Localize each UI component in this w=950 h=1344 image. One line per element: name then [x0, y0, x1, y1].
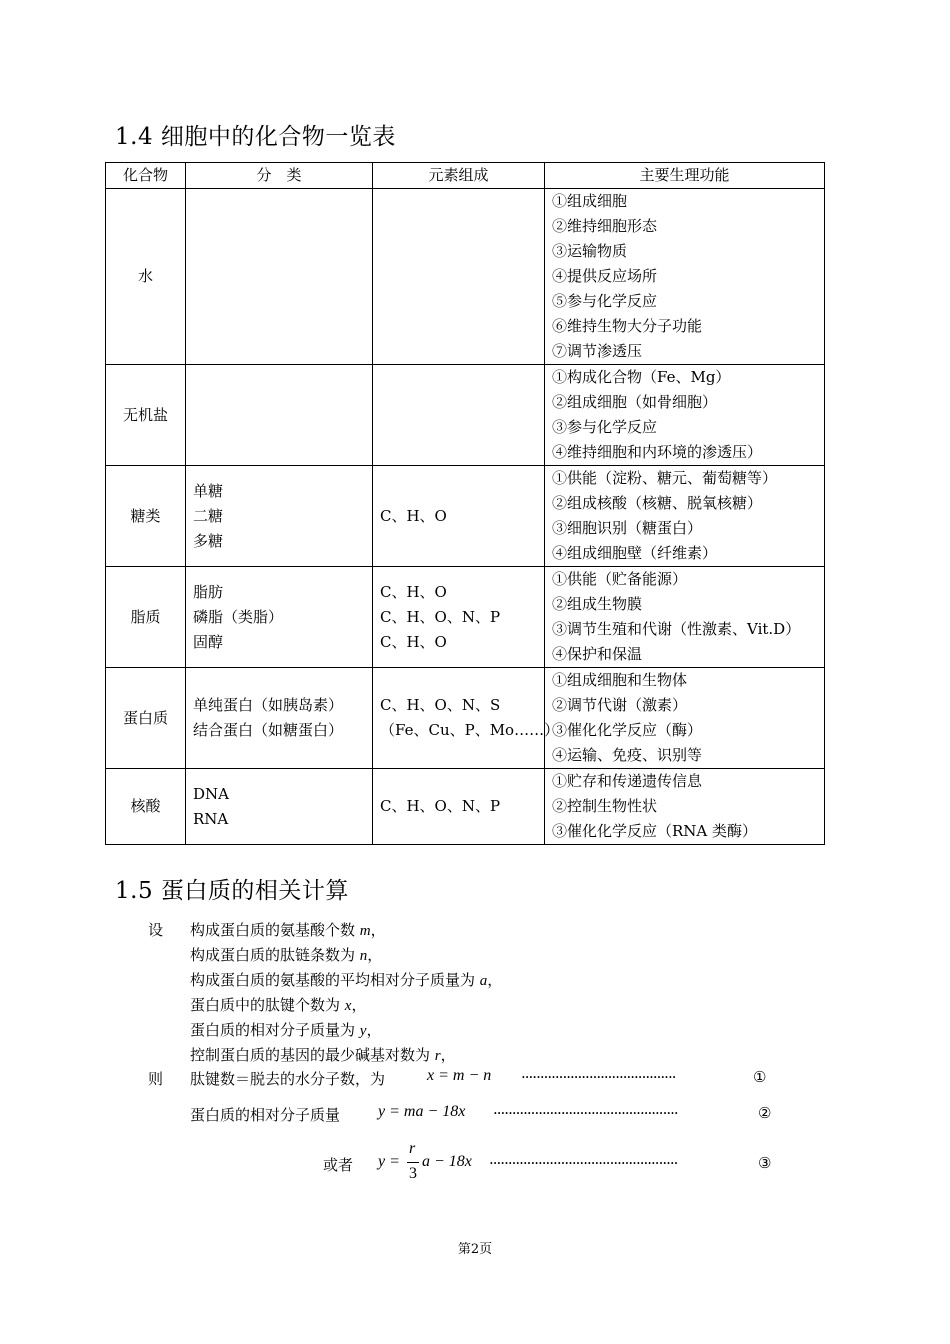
function-line: ③调节生殖和代谢（性激素、Vit.D）: [552, 620, 801, 638]
function-line: ⑤参与化学反应: [552, 292, 658, 310]
classification-line: 结合蛋白（如糖蛋白）: [193, 721, 344, 739]
function-line: ②组成生物膜: [552, 595, 643, 613]
elements-cell: [373, 769, 545, 845]
assumption-line: [190, 1044, 456, 1065]
assumption-text: 蛋白质中的肽键个数为: [190, 996, 345, 1014]
eq3-suffix: a − 18x: [422, 1153, 472, 1170]
function-line: ①供能（贮备能源）: [552, 570, 688, 588]
assumption-variable: m: [359, 923, 371, 939]
assumption-variable: x: [344, 998, 352, 1014]
assumption-end: ，: [351, 996, 367, 1014]
eq3-number: ③: [758, 1154, 772, 1172]
classification-cell: [186, 668, 373, 769]
assumption-line: [190, 944, 382, 965]
then-label: 则: [148, 1070, 164, 1088]
eq3-prefix: y =: [378, 1153, 400, 1170]
assumption-text: 构成蛋白质的肽链条数为: [190, 946, 360, 964]
table-body: [106, 189, 825, 845]
function-line: ④提供反应场所: [552, 267, 658, 285]
function-line: ②控制生物性状: [552, 797, 658, 815]
elements-line: C、H、O、N、P: [380, 607, 501, 626]
function-line: ⑦调节渗透压: [552, 342, 643, 360]
elements-line: C、H、O: [380, 506, 447, 525]
assumption-line: [190, 919, 386, 940]
classification-line: 多糖: [193, 531, 224, 550]
table-row: [106, 567, 825, 668]
assumption-variable: r: [434, 1048, 441, 1064]
classification-line: 脂肪: [193, 582, 224, 601]
compound-name: 水: [106, 189, 186, 365]
elements-line: C、H、O、N、P: [380, 797, 501, 815]
classification-cell: [186, 189, 373, 365]
function-line: ③参与化学反应: [552, 418, 658, 436]
header-functions: 主要生理功能: [545, 163, 825, 189]
table-header-row: [106, 163, 825, 189]
assumption-text: 蛋白质的相对分子质量为: [190, 1021, 360, 1039]
classification-line: 二糖: [193, 506, 224, 525]
eq1-text: 肽键数＝脱去的水分子数，为: [190, 1070, 386, 1088]
functions-cell: [545, 668, 825, 769]
compound-name: 糖类: [106, 466, 186, 567]
classification-cell: [186, 466, 373, 567]
classification-cell: [186, 365, 373, 466]
eq2-leader-dots: ·················································: [493, 1104, 678, 1122]
eq3-numerator: r: [409, 1140, 416, 1157]
function-line: ③运输物质: [552, 242, 628, 260]
classification-line: 磷脂（类脂）: [193, 607, 284, 626]
eq3-denominator: 3: [409, 1165, 417, 1182]
elements-cell: [373, 365, 545, 466]
table-row: [106, 769, 825, 845]
eq2-number: ②: [758, 1104, 772, 1122]
eq2-formula: y = ma − 18x: [378, 1103, 466, 1120]
function-line: ②组成细胞（如骨细胞）: [552, 393, 718, 411]
classification-line: 单糖: [193, 481, 224, 500]
header-compound: 化合物: [106, 163, 186, 189]
eq1-formula: x = m − n: [427, 1067, 492, 1084]
classification-line: DNA: [193, 784, 229, 803]
assumption-end: ，: [440, 1046, 456, 1064]
let-label: 设: [148, 921, 164, 939]
function-line: ①构成化合物（Fe、Mg）: [552, 368, 731, 386]
fraction-bar: [407, 1162, 419, 1163]
function-line: ④组成细胞壁（纤维素）: [552, 544, 718, 562]
function-line: ④运输、免疫、识别等: [552, 746, 703, 764]
function-line: ②维持细胞形态: [552, 217, 658, 235]
classification-line: RNA: [193, 809, 229, 828]
function-line: ④保护和保温: [552, 645, 643, 663]
classification-cell: [186, 567, 373, 668]
elements-line: （Fe、Cu、P、Mo……）: [380, 721, 560, 739]
assumption-end: ，: [366, 1021, 382, 1039]
functions-cell: [545, 189, 825, 365]
eq3-text: 或者: [323, 1156, 354, 1174]
classification-line: 单纯蛋白（如胰岛素）: [193, 696, 344, 714]
function-line: ①供能（淀粉、糖元、葡萄糖等）: [552, 469, 778, 487]
table-row: [106, 466, 825, 567]
assumption-text: 构成蛋白质的氨基酸个数: [190, 921, 360, 939]
assumption-line: [190, 969, 502, 990]
assumption-end: ，: [370, 921, 386, 939]
assumption-variable: a: [479, 973, 488, 989]
function-line: ②调节代谢（激素）: [552, 696, 688, 714]
function-line: ④维持细胞和内环境的渗透压）: [552, 443, 763, 461]
function-line: ②组成核酸（核糖、脱氧核糖）: [552, 494, 763, 512]
eq3-leader-dots: ··················································: [489, 1154, 678, 1172]
function-line: ③细胞识别（糖蛋白）: [552, 519, 703, 537]
elements-cell: [373, 189, 545, 365]
table-row: [106, 189, 825, 365]
assumption-variable: y: [359, 1023, 367, 1039]
assumption-end: ，: [487, 971, 503, 989]
function-line: ⑥维持生物大分子功能: [552, 317, 703, 335]
elements-line: C、H、O: [380, 582, 447, 601]
header-elements: 元素组成: [373, 163, 545, 189]
table-row: [106, 668, 825, 769]
compound-name: 脂质: [106, 567, 186, 668]
assumption-line: [190, 1019, 381, 1040]
elements-line: C、H、O: [380, 632, 447, 651]
classification-cell: [186, 769, 373, 845]
assumption-variable: n: [359, 948, 368, 964]
functions-cell: [545, 365, 825, 466]
function-line: ③催化化学反应（RNA 类酶）: [552, 822, 758, 840]
elements-line: C、H、O、N、S: [380, 696, 501, 714]
header-classification: 分 类: [186, 163, 373, 189]
functions-cell: [545, 567, 825, 668]
assumption-text: 构成蛋白质的氨基酸的平均相对分子质量为: [190, 971, 480, 989]
compounds-table: [105, 162, 825, 845]
classification-line: 固醇: [193, 632, 224, 651]
elements-cell: [373, 668, 560, 769]
compound-name: 蛋白质: [106, 668, 186, 769]
section-title-1-5: 1.5 蛋白质的相关计算: [115, 878, 349, 904]
section-title-1-4: 1.4 细胞中的化合物一览表: [115, 124, 396, 150]
functions-cell: [545, 769, 825, 845]
eq1-leader-dots: ·········································: [521, 1068, 676, 1086]
function-line: ①组成细胞和生物体: [552, 671, 688, 689]
elements-cell: [373, 466, 545, 567]
assumption-text: 控制蛋白质的基因的最少碱基对数为: [190, 1046, 435, 1064]
function-line: ①组成细胞: [552, 192, 628, 210]
function-line: ③催化化学反应（酶）: [552, 721, 703, 739]
compound-name: 无机盐: [106, 365, 186, 466]
assumption-end: ，: [367, 946, 383, 964]
function-line: ①贮存和传递遗传信息: [552, 772, 703, 790]
eq1-number: ①: [753, 1068, 767, 1086]
functions-cell: [545, 466, 825, 567]
eq2-text: 蛋白质的相对分子质量: [190, 1106, 341, 1124]
assumption-line: [190, 994, 366, 1015]
page-number: 第2页: [457, 1242, 493, 1257]
table-row: [106, 365, 825, 466]
elements-cell: [373, 567, 545, 668]
compound-name: 核酸: [106, 769, 186, 845]
